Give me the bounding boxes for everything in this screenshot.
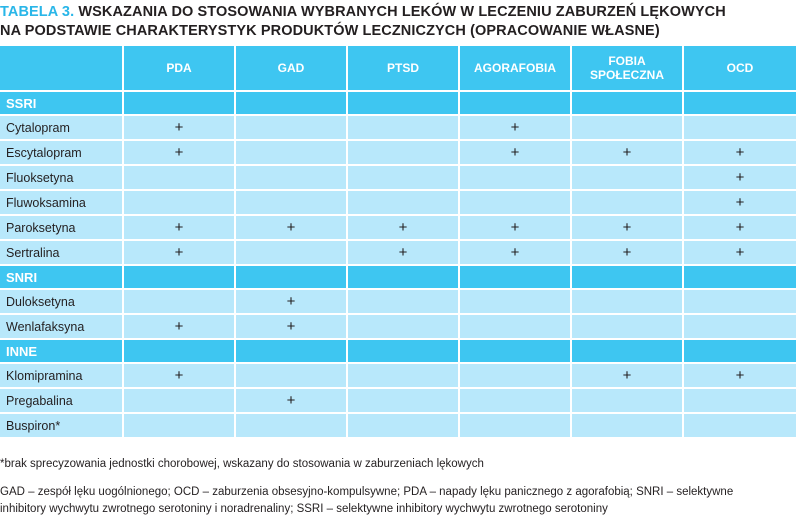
indication-cell [348, 141, 460, 166]
indication-cell [684, 364, 796, 389]
indication-cell [236, 315, 348, 340]
indication-mark: + [174, 119, 184, 136]
indication-cell [460, 389, 572, 414]
indication-cell [348, 414, 460, 439]
column-header [684, 46, 796, 92]
section-cell [348, 92, 460, 116]
indication-cell [460, 315, 572, 340]
indication-cell [124, 141, 236, 166]
header-row [0, 46, 796, 92]
drug-name: Sertralina [0, 241, 124, 266]
column-header [572, 46, 684, 92]
indication-cell [124, 290, 236, 315]
indication-cell [124, 414, 236, 439]
indication-mark: + [735, 244, 745, 261]
section-cell [348, 266, 460, 290]
indication-cell [572, 141, 684, 166]
indication-cell [236, 241, 348, 266]
table-title [0, 3, 800, 41]
section-cell [124, 92, 236, 116]
indication-cell [236, 414, 348, 439]
section-cell [460, 266, 572, 290]
indication-cell [684, 389, 796, 414]
indication-cell [684, 166, 796, 191]
indication-cell [572, 389, 684, 414]
indication-mark: + [735, 144, 745, 161]
column-header [460, 46, 572, 92]
indication-cell [124, 364, 236, 389]
header-blank [0, 46, 124, 92]
indication-cell [348, 389, 460, 414]
column-header-label: PDA [166, 61, 192, 75]
drug-name: Escytalopram [0, 141, 124, 166]
table-row [0, 290, 796, 315]
indication-cell [124, 241, 236, 266]
table-row [0, 241, 796, 266]
footnote: *brak sprecyzowania jednostki chorobowej, wskazany do stosowania w zaburzeniach lękowych [0, 458, 484, 470]
section-cell [460, 92, 572, 116]
column-header-label: PTSD [386, 61, 419, 75]
section-cell [572, 340, 684, 364]
section-cell [236, 340, 348, 364]
indication-mark: + [622, 219, 632, 236]
indication-cell [460, 414, 572, 439]
indication-cell [124, 315, 236, 340]
abbreviations-line-2: inhibitory wychwytu zwrotnego serotoniny i noradrenaliny; SSRI – selektywne inhibitory wychwytu zwrotnego serotoniny [0, 503, 608, 515]
indication-mark: + [286, 318, 296, 335]
drug-name: Wenlafaksyna [0, 315, 124, 340]
table-row [0, 389, 796, 414]
drug-name: Duloksetyna [0, 290, 124, 315]
indication-mark: + [398, 219, 408, 236]
section-cell [684, 92, 796, 116]
abbreviations-line-1: GAD – zespół lęku uogólnionego; OCD – zaburzenia obsesyjno-kompulsywne; PDA – napady lęku panicznego z agorafobią; SNRI – selektywne [0, 486, 734, 498]
indication-mark: + [174, 318, 184, 335]
drug-name: Fluoksetyna [0, 166, 124, 191]
indication-cell [124, 116, 236, 141]
indication-cell [236, 216, 348, 241]
table-row [0, 364, 796, 389]
table-number-label: TABELA 3. [0, 4, 75, 20]
indication-mark: + [286, 392, 296, 409]
indication-mark: + [622, 367, 632, 384]
indication-mark: + [174, 219, 184, 236]
indication-cell [684, 414, 796, 439]
section-cell [236, 92, 348, 116]
indication-cell [460, 141, 572, 166]
indication-cell [348, 290, 460, 315]
indication-cell [348, 116, 460, 141]
drug-name: Pregabalina [0, 389, 124, 414]
indication-mark: + [174, 367, 184, 384]
indication-cell [572, 216, 684, 241]
indication-cell [124, 191, 236, 216]
indication-cell [236, 191, 348, 216]
section-label: INNE [0, 340, 124, 364]
table-row [0, 414, 796, 439]
indication-cell [348, 216, 460, 241]
indication-cell [348, 364, 460, 389]
indication-cell [684, 290, 796, 315]
indication-cell [572, 191, 684, 216]
abbreviations [0, 484, 800, 518]
indication-cell [124, 166, 236, 191]
column-header [348, 46, 460, 92]
drug-name: Paroksetyna [0, 216, 124, 241]
indication-mark: + [735, 367, 745, 384]
column-header-label: FOBIA SPOŁECZNA [589, 54, 664, 82]
section-cell [684, 266, 796, 290]
section-cell [572, 266, 684, 290]
section-row [0, 92, 796, 116]
indication-cell [572, 364, 684, 389]
indication-mark: + [510, 219, 520, 236]
indication-cell [348, 315, 460, 340]
title-line-1 [0, 3, 800, 22]
table-row [0, 166, 796, 191]
drug-name: Buspiron* [0, 414, 124, 439]
column-header-label: GAD [277, 61, 305, 75]
indication-cell [572, 290, 684, 315]
indication-cell [124, 389, 236, 414]
indication-cell [348, 191, 460, 216]
section-cell [348, 340, 460, 364]
indications-table [0, 46, 796, 439]
indication-cell [236, 166, 348, 191]
indication-cell [460, 241, 572, 266]
section-cell [236, 266, 348, 290]
indication-cell [460, 290, 572, 315]
drug-name: Klomipramina [0, 364, 124, 389]
indication-cell [460, 364, 572, 389]
title-text-1: WSKAZANIA DO STOSOWANIA WYBRANYCH LEKÓW W LECZENIU ZABURZEŃ LĘKOWYCH [78, 4, 726, 20]
indication-cell [684, 141, 796, 166]
table-row [0, 315, 796, 340]
drug-name: Cytalopram [0, 116, 124, 141]
column-header [236, 46, 348, 92]
indication-mark: + [286, 293, 296, 310]
indication-mark: + [735, 169, 745, 186]
indication-cell [684, 241, 796, 266]
indication-cell [236, 389, 348, 414]
section-cell [124, 340, 236, 364]
indication-cell [236, 290, 348, 315]
section-cell [572, 92, 684, 116]
indication-cell [684, 216, 796, 241]
table-row [0, 141, 796, 166]
indication-cell [460, 216, 572, 241]
indication-cell [460, 191, 572, 216]
indication-mark: + [510, 244, 520, 261]
indication-cell [236, 116, 348, 141]
indication-mark: + [510, 144, 520, 161]
section-label: SSRI [0, 92, 124, 116]
indication-cell [460, 116, 572, 141]
section-label: SNRI [0, 266, 124, 290]
indication-cell [572, 315, 684, 340]
indication-cell [124, 216, 236, 241]
table-row [0, 191, 796, 216]
indication-mark: + [398, 244, 408, 261]
section-row [0, 266, 796, 290]
title-line-2: NA PODSTAWIE CHARAKTERYSTYK PRODUKTÓW LECZNICZYCH (OPRACOWANIE WŁASNE) [0, 23, 660, 39]
column-header-label: OCD [726, 61, 754, 75]
indication-mark: + [174, 144, 184, 161]
indication-mark: + [735, 194, 745, 211]
column-header [124, 46, 236, 92]
indication-cell [572, 414, 684, 439]
indication-mark: + [510, 119, 520, 136]
table-row [0, 216, 796, 241]
indication-mark: + [174, 244, 184, 261]
section-cell [460, 340, 572, 364]
indication-cell [572, 116, 684, 141]
indication-cell [348, 241, 460, 266]
section-row [0, 340, 796, 364]
indication-cell [460, 166, 572, 191]
indication-mark: + [735, 219, 745, 236]
indication-cell [348, 166, 460, 191]
table-row [0, 116, 796, 141]
column-header-label: AGORAFOBIA [474, 61, 556, 75]
indication-cell [572, 166, 684, 191]
indication-cell [684, 315, 796, 340]
indication-cell [236, 141, 348, 166]
section-cell [684, 340, 796, 364]
section-cell [124, 266, 236, 290]
indication-cell [684, 116, 796, 141]
table-body [0, 92, 796, 439]
drug-name: Fluwoksamina [0, 191, 124, 216]
indication-cell [684, 191, 796, 216]
indication-cell [572, 241, 684, 266]
indication-mark: + [286, 219, 296, 236]
indication-mark: + [622, 144, 632, 161]
indication-cell [236, 364, 348, 389]
indication-mark: + [622, 244, 632, 261]
